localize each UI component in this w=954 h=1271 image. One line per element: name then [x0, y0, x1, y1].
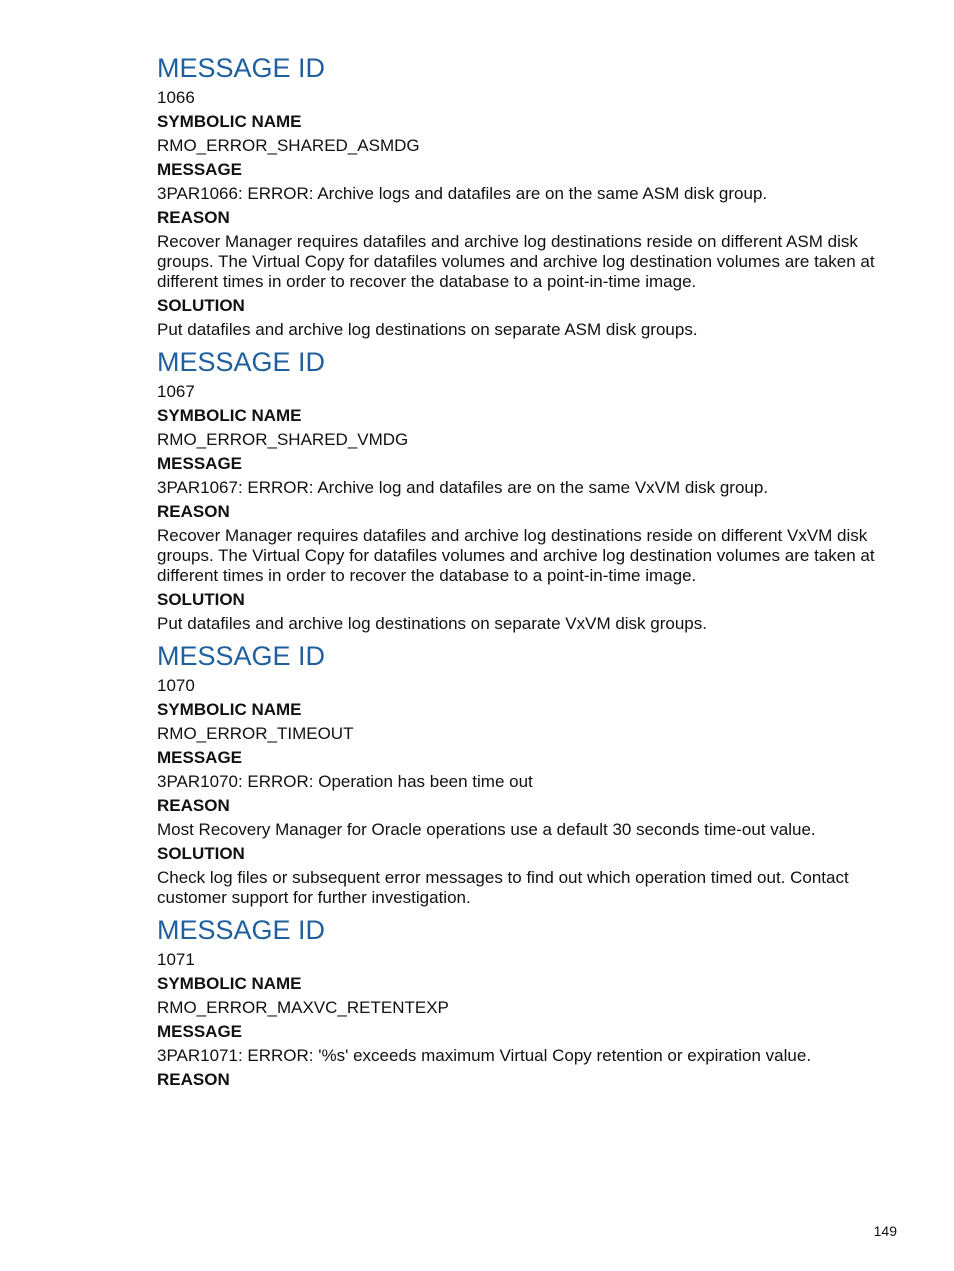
message-entry-1070	[157, 638, 885, 908]
message-entry-1071	[157, 912, 885, 1090]
message-label: MESSAGE	[157, 748, 243, 767]
page-number: 149	[873, 1223, 897, 1239]
reason-label: REASON	[157, 796, 230, 815]
message-entry-1067	[157, 344, 885, 634]
symbolic-name-value: RMO_ERROR_TIMEOUT	[157, 724, 354, 743]
solution-text: Check log files or subsequent error messages to find out which operation timed out. Contact customer support for further investigation.	[157, 868, 849, 907]
solution-label: SOLUTION	[157, 844, 245, 863]
message-id-heading: MESSAGE ID	[157, 915, 326, 945]
reason-text: Recover Manager requires datafiles and archive log destinations reside on different ASM disk groups. The Virtual Copy for datafiles volumes and archive log destination volumes are taken at different times in order to recover the database to a point-in-time image.	[157, 232, 875, 291]
message-label: MESSAGE	[157, 454, 243, 473]
message-label: MESSAGE	[157, 1022, 243, 1041]
symbolic-name-label: SYMBOLIC NAME	[157, 406, 302, 425]
reason-label: REASON	[157, 1070, 230, 1089]
message-id-heading: MESSAGE ID	[157, 641, 326, 671]
reason-label: REASON	[157, 502, 230, 521]
solution-text: Put datafiles and archive log destinations on separate VxVM disk groups.	[157, 614, 707, 633]
message-id-value: 1066	[157, 88, 195, 107]
message-id-heading: MESSAGE ID	[157, 53, 326, 83]
symbolic-name-value: RMO_ERROR_MAXVC_RETENTEXP	[157, 998, 449, 1017]
message-label: MESSAGE	[157, 160, 243, 179]
message-entry-1066	[157, 50, 885, 340]
symbolic-name-label: SYMBOLIC NAME	[157, 112, 302, 131]
symbolic-name-value: RMO_ERROR_SHARED_VMDG	[157, 430, 409, 449]
solution-label: SOLUTION	[157, 296, 245, 315]
reason-text: Most Recovery Manager for Oracle operations use a default 30 seconds time-out value.	[157, 820, 816, 839]
symbolic-name-value: RMO_ERROR_SHARED_ASMDG	[157, 136, 420, 155]
message-id-heading: MESSAGE ID	[157, 347, 326, 377]
message-text: 3PAR1071: ERROR: '%s' exceeds maximum Virtual Copy retention or expiration value.	[157, 1046, 812, 1065]
message-text: 3PAR1066: ERROR: Archive logs and datafiles are on the same ASM disk group.	[157, 184, 768, 203]
message-id-value: 1070	[157, 676, 195, 695]
reason-text: Recover Manager requires datafiles and archive log destinations reside on different VxVM disk groups. The Virtual Copy for datafiles volumes and archive log destination volumes are taken at different times in order to recover the database to a point-in-time image.	[157, 526, 875, 585]
document-body	[157, 50, 885, 1094]
symbolic-name-label: SYMBOLIC NAME	[157, 974, 302, 993]
message-text: 3PAR1070: ERROR: Operation has been time out	[157, 772, 533, 791]
symbolic-name-label: SYMBOLIC NAME	[157, 700, 302, 719]
solution-text: Put datafiles and archive log destinations on separate ASM disk groups.	[157, 320, 698, 339]
message-id-value: 1071	[157, 950, 195, 969]
message-id-value: 1067	[157, 382, 195, 401]
message-text: 3PAR1067: ERROR: Archive log and datafiles are on the same VxVM disk group.	[157, 478, 769, 497]
reason-label: REASON	[157, 208, 230, 227]
solution-label: SOLUTION	[157, 590, 245, 609]
